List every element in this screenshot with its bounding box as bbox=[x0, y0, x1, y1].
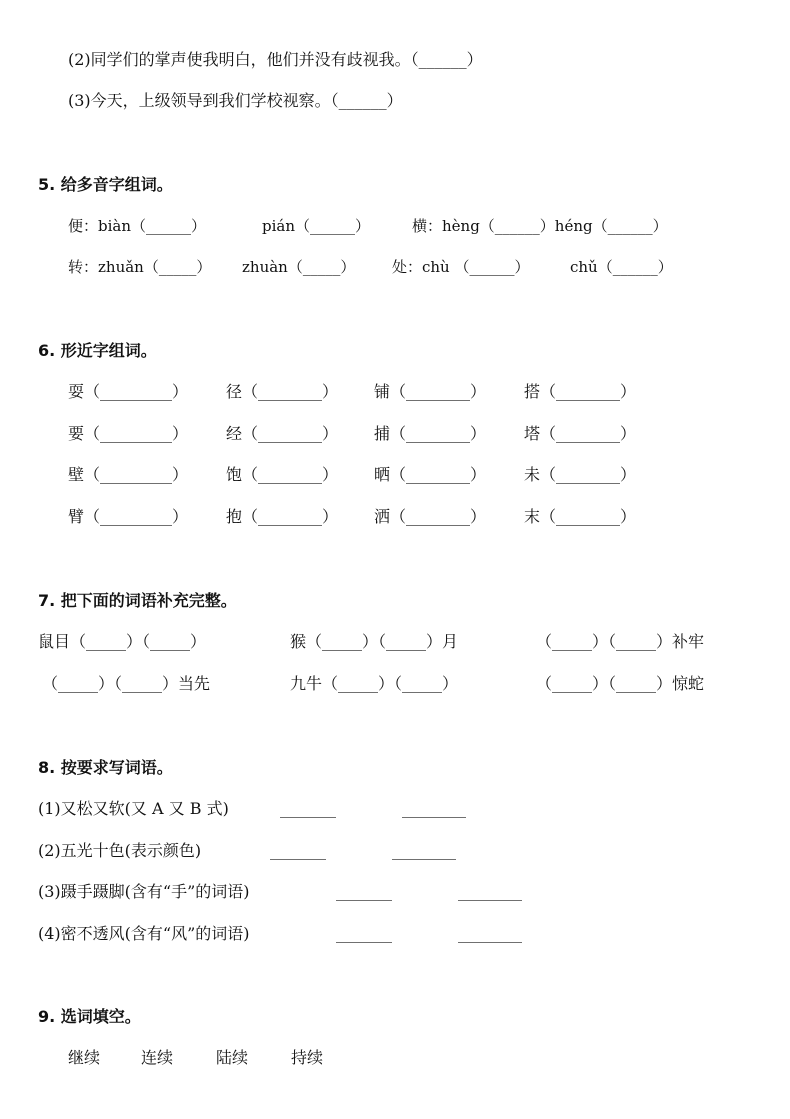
q9-title: 9. 选词填空。 bbox=[38, 1007, 141, 1026]
q6-title: 6. 形近字组词。 bbox=[38, 341, 157, 360]
q6-cell: 径（________） bbox=[226, 382, 339, 401]
q7-item: （_____）（_____）惊蛇 bbox=[536, 674, 705, 693]
q7-title: 7. 把下面的词语补充完整。 bbox=[38, 591, 237, 610]
q9-word: 继续 bbox=[68, 1048, 101, 1067]
q9-word: 连续 bbox=[141, 1048, 174, 1067]
q8-item-blank: _______ bbox=[270, 841, 326, 860]
q6-cell: 抱（________） bbox=[226, 507, 339, 526]
q7-item: （_____）（_____）补牢 bbox=[536, 632, 705, 651]
q6-cell: 饱（________） bbox=[226, 465, 339, 484]
q6-cell: 耍（_________） bbox=[68, 382, 189, 401]
q6-cell: 壁（_________） bbox=[68, 465, 189, 484]
q8-item-blank: _______ bbox=[336, 924, 392, 943]
q6-cell: 铺（________） bbox=[374, 382, 487, 401]
q8-item-blank: _______ bbox=[336, 882, 392, 901]
q9-word: 陆续 bbox=[216, 1048, 249, 1067]
q4-item-3: (3)今天，上级领导到我们学校视察。（______） bbox=[68, 91, 403, 110]
q5-row1-a: 便：biàn（______） bbox=[68, 217, 207, 235]
q8-item-blank: _______ bbox=[280, 799, 336, 818]
q5-row1-b: pián（______） bbox=[262, 217, 371, 235]
q6-cell: 晒（________） bbox=[374, 465, 487, 484]
q5-row2-d: chǔ（______） bbox=[570, 258, 673, 276]
q8-item-label: (2)五光十色(表示颜色) bbox=[38, 841, 202, 860]
q8-item-blank: ________ bbox=[402, 799, 466, 818]
q6-cell: 经（________） bbox=[226, 424, 339, 443]
q5-row2-b: zhuàn（_____） bbox=[242, 258, 356, 276]
q6-cell: 搭（________） bbox=[524, 382, 637, 401]
q8-item-blank: ________ bbox=[392, 841, 456, 860]
q8-item-label: (3)蹑手蹑脚(含有“手”的词语) bbox=[38, 882, 250, 901]
q6-cell: 未（________） bbox=[524, 465, 637, 484]
q6-cell: 洒（________） bbox=[374, 507, 487, 526]
q8-item-label: (4)密不透风(含有“风”的词语) bbox=[38, 924, 250, 943]
q6-cell: 要（_________） bbox=[68, 424, 189, 443]
q8-item-label: (1)又松又软(又 A 又 B 式) bbox=[38, 799, 229, 818]
q4-item-2: (2)同学们的掌声使我明白，他们并没有歧视我。（______） bbox=[68, 50, 483, 69]
q5-row1-c: 横：hèng（______）héng（______） bbox=[412, 217, 668, 235]
q8-item-blank: ________ bbox=[458, 882, 522, 901]
q7-item: 鼠目（_____）（_____） bbox=[38, 632, 207, 651]
q6-cell: 末（________） bbox=[524, 507, 637, 526]
q9-word: 持续 bbox=[291, 1048, 324, 1067]
q5-row2-a: 转：zhuǎn（_____） bbox=[68, 258, 212, 276]
q8-item-blank: ________ bbox=[458, 924, 522, 943]
q7-item: （_____）（_____）当先 bbox=[42, 674, 211, 693]
q7-item: 猴（_____）（_____）月 bbox=[290, 632, 459, 651]
q6-cell: 捕（________） bbox=[374, 424, 487, 443]
q6-cell: 塔（________） bbox=[524, 424, 637, 443]
q6-cell: 臂（_________） bbox=[68, 507, 189, 526]
q5-title: 5. 给多音字组词。 bbox=[38, 175, 173, 194]
q8-title: 8. 按要求写词语。 bbox=[38, 758, 173, 777]
q7-item: 九牛（_____）（_____） bbox=[290, 674, 459, 693]
q5-row2-c: 处：chù （______） bbox=[392, 258, 530, 276]
